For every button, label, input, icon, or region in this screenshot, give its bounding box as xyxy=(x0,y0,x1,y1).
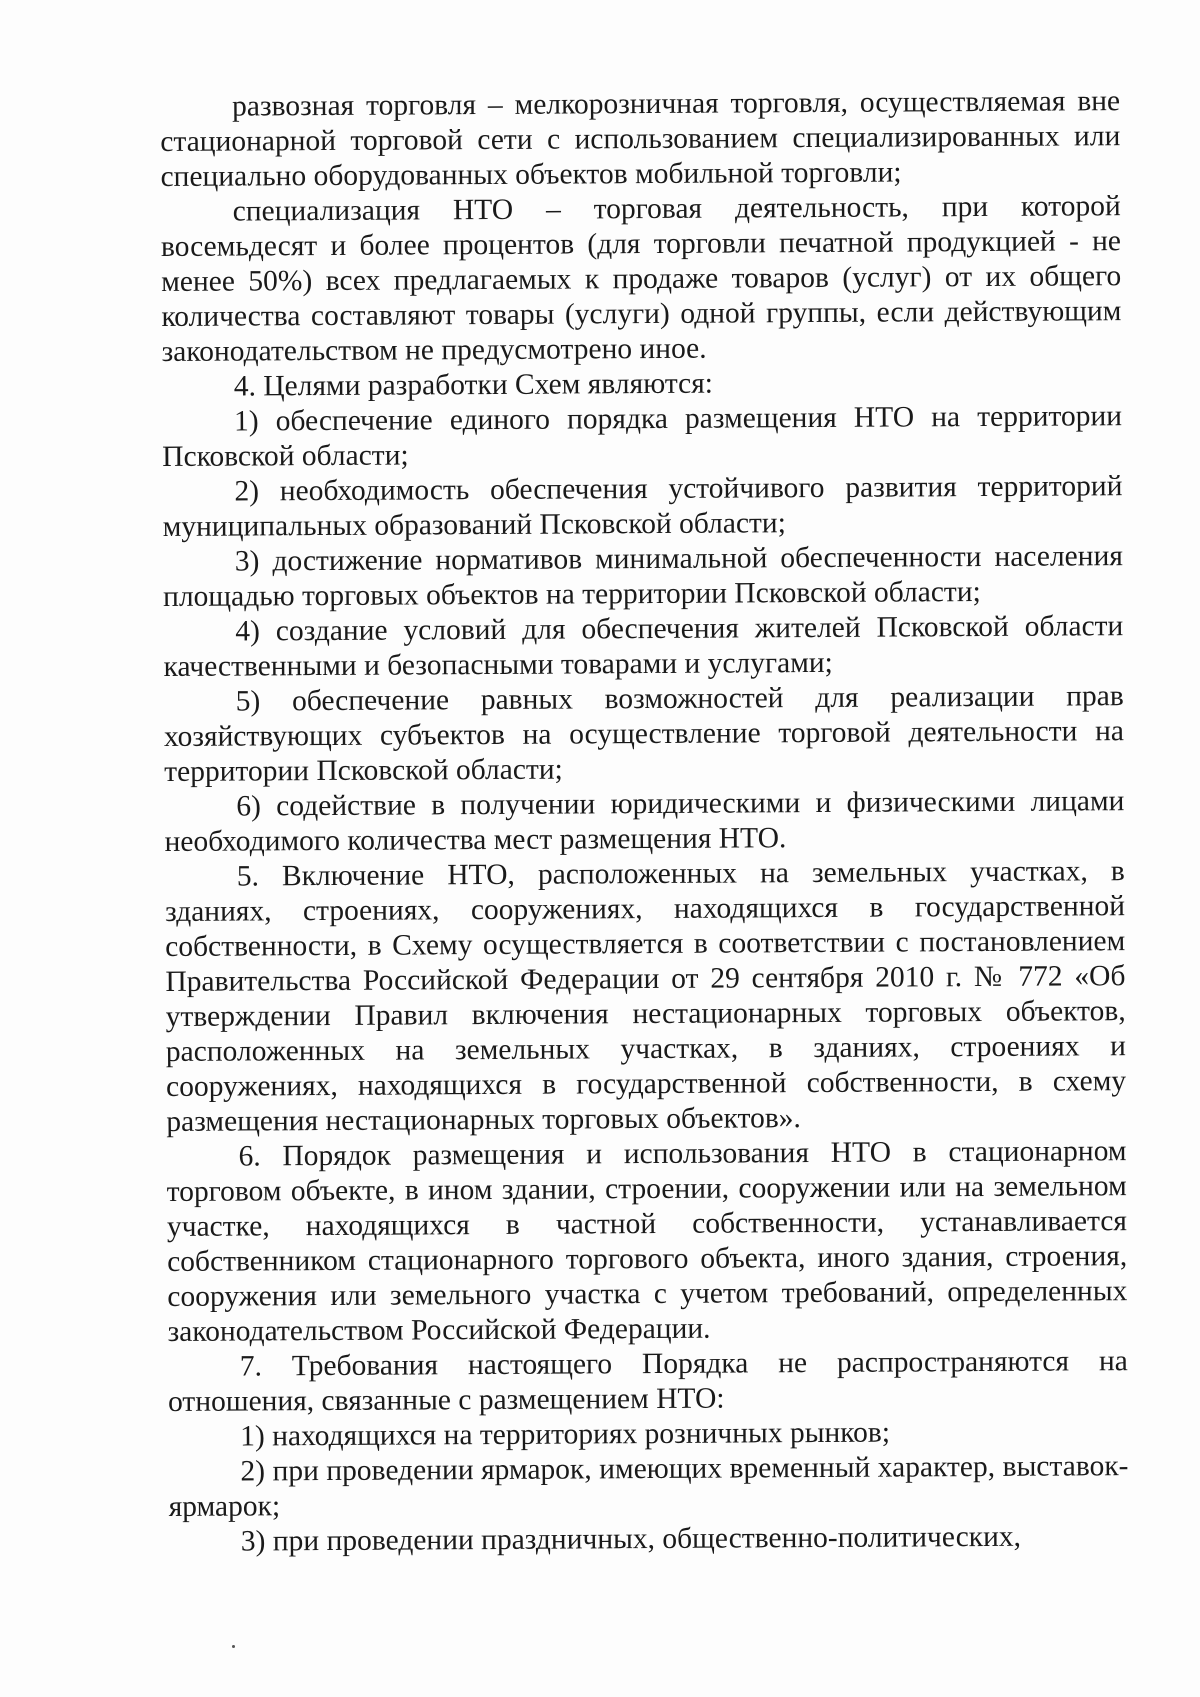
document-body xyxy=(160,84,1129,1560)
list-item-4-4: 4) создание условий для обеспечения жителей Псковской области качественными и безопасными товарами и услугами; xyxy=(163,610,1124,683)
list-item-4-3: 3) достижение нормативов минимальной обеспеченности населения площадью торговых объектов на территории Псковской области; xyxy=(162,540,1123,613)
paragraph-section-5: 5. Включение НТО, расположенных на земельных участках, в зданиях, строениях, сооружениях, находящихся в государственной собственности, в Схему осуществляется в соответствии с постановлением Правительства Российской Федерации от 29 сентября 2010 г. № 772 «Об утверждении Правил включения нестационарных торговых объектов, расположенных на земельных участках, в зданиях, строениях и сооружениях, находящихся в государственной собственности, в схему размещения нестационарных торговых объектов». xyxy=(164,855,1127,1138)
list-item-4-5: 5) обеспечение равных возможностей для реализации прав хозяйствующих субъектов на осуществление торговой деятельности на территории Псковской области; xyxy=(163,680,1125,788)
paragraph-section-7: 7. Требования настоящего Порядка не распространяются на отношения, связанные с размещением НТО: xyxy=(167,1345,1128,1418)
scan-speck xyxy=(232,1645,235,1648)
paragraph-specialization: специализация НТО – торговая деятельность, при которой восемьдесят и более процентов (для торговли печатной продукцией - не менее 50%) всех предлагаемых к продаже товаров (услуг) от их общего количества составляют товары (услуги) одной группы, если действующим законодательством не предусмотрено иное. xyxy=(160,190,1122,368)
list-item-7-2: 2) при проведении ярмарок, имеющих временный характер, выставок-ярмарок; xyxy=(168,1450,1129,1523)
paragraph-section-4-heading: 4. Целями разработки Схем являются: xyxy=(233,367,714,403)
list-item-7-3: 3) при проведении праздничных, общественно-политических, xyxy=(240,1520,1022,1558)
list-item-4-6: 6) содействие в получении юридическими и физическими лицами необходимого количества мест размещения НТО. xyxy=(164,785,1125,858)
list-item-4-2: 2) необходимость обеспечения устойчивого развития территорий муниципальных образований Псковской области; xyxy=(162,470,1123,543)
paragraph-mobile-trade: развозная торговля – мелкорозничная торговля, осуществляемая вне стационарной торговой сети с использованием специализированных или специально оборудованных объектов мобильной торговли; xyxy=(160,85,1121,193)
list-item-7-1: 1) находящихся на территориях розничных рынков; xyxy=(240,1416,891,1453)
list-item-4-1: 1) обеспечение единого порядка размещения НТО на территории Псковской области; xyxy=(162,400,1123,473)
paragraph-section-6: 6. Порядок размещения и использования НТО в стационарном торговом объекте, в ином здании, строении, сооружении или на земельном участке, находящихся в частной собственности, устанавливается собственником стационарного торгового объекта, иного здания, строения, сооружения или земельного участка с учетом требований, определенных законодательством Российской Федерации. xyxy=(166,1135,1128,1348)
